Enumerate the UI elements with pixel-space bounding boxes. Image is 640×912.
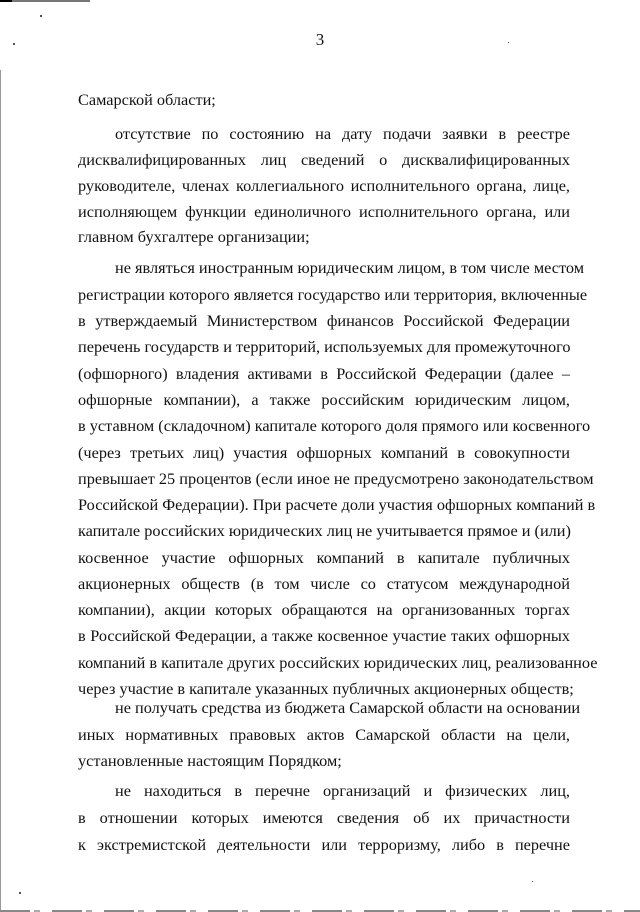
text-line: акционерных обществ (в том числе со статусом международной	[78, 574, 570, 593]
text-line: компаний в капитале других российских юридических лиц, реализованное	[78, 653, 598, 672]
text-line: Самарской области;	[78, 90, 216, 109]
text-line: не являться иностранным юридическим лицом, в том числе местом	[115, 258, 585, 277]
text-line: перечень государств и территорий, используемых для промежуточного	[78, 337, 571, 356]
text-line: отсутствие по состоянию на дату подачи заявки в реестре	[115, 124, 570, 143]
scan-speck	[19, 892, 21, 894]
text-line: в уставном (складочном) капитале которого доля прямого или косвенного	[78, 416, 591, 435]
text-line: (через третьих лиц) участия офшорных компаний в совокупности	[78, 443, 570, 462]
text-line: в Российской Федерации, а также косвенное участие таких офшорных	[78, 626, 570, 645]
scan-edge-left	[0, 70, 1, 912]
text-line: капитале российских юридических лиц не учитывается прямое и (или)	[78, 521, 571, 540]
text-line: исполняющем функции единоличного исполнительного органа, или	[78, 202, 570, 221]
text-line: Российской Федерации). При расчете доли участия офшорных компаний в	[78, 495, 596, 514]
text-line: регистрации которого является государство или территория, включенные	[78, 285, 588, 304]
text-line: не находиться в перечне организаций и физических лиц,	[115, 781, 570, 800]
text-line: в отношении которых имеются сведения об их причастности	[78, 808, 570, 827]
text-line: офшорные компании), а также российским юридическим лицом,	[78, 390, 570, 409]
scan-speck	[40, 15, 42, 17]
text-line: к экстремистской деятельности или терроризму, либо в перечне	[78, 835, 570, 854]
text-line: компании), акции которых обращаются на организованных торгах	[78, 600, 570, 619]
text-line: главном бухгалтере организации;	[78, 227, 310, 246]
scan-edge-top-mark	[0, 0, 12, 2]
text-line: установленные настоящим Порядком;	[78, 751, 342, 770]
page-number: 3	[315, 30, 325, 49]
text-line: через участие в капитале указанных публичных акционерных обществ;	[78, 679, 574, 698]
scan-edge-top	[0, 0, 90, 2]
text-line: руководителе, членах коллегиального исполнительного органа, лице,	[78, 176, 570, 195]
text-line: косвенное участие офшорных компаний в капитале публичных	[78, 548, 570, 567]
text-line: (офшорного) владения активами в Российской Федерации (далее –	[78, 364, 570, 383]
text-line: в утверждаемый Министерством финансов Российской Федерации	[78, 311, 570, 330]
text-line: превышает 25 процентов (если иное не предусмотрено законодательством	[78, 469, 594, 488]
text-line: дисквалифицированных лиц сведений о дисквалифицированных	[78, 150, 570, 169]
scan-speck	[532, 881, 533, 882]
text-line: иных нормативных правовых актов Самарской области на цели,	[78, 725, 570, 744]
text-line: не получать средства из бюджета Самарской области на основании	[115, 698, 581, 717]
